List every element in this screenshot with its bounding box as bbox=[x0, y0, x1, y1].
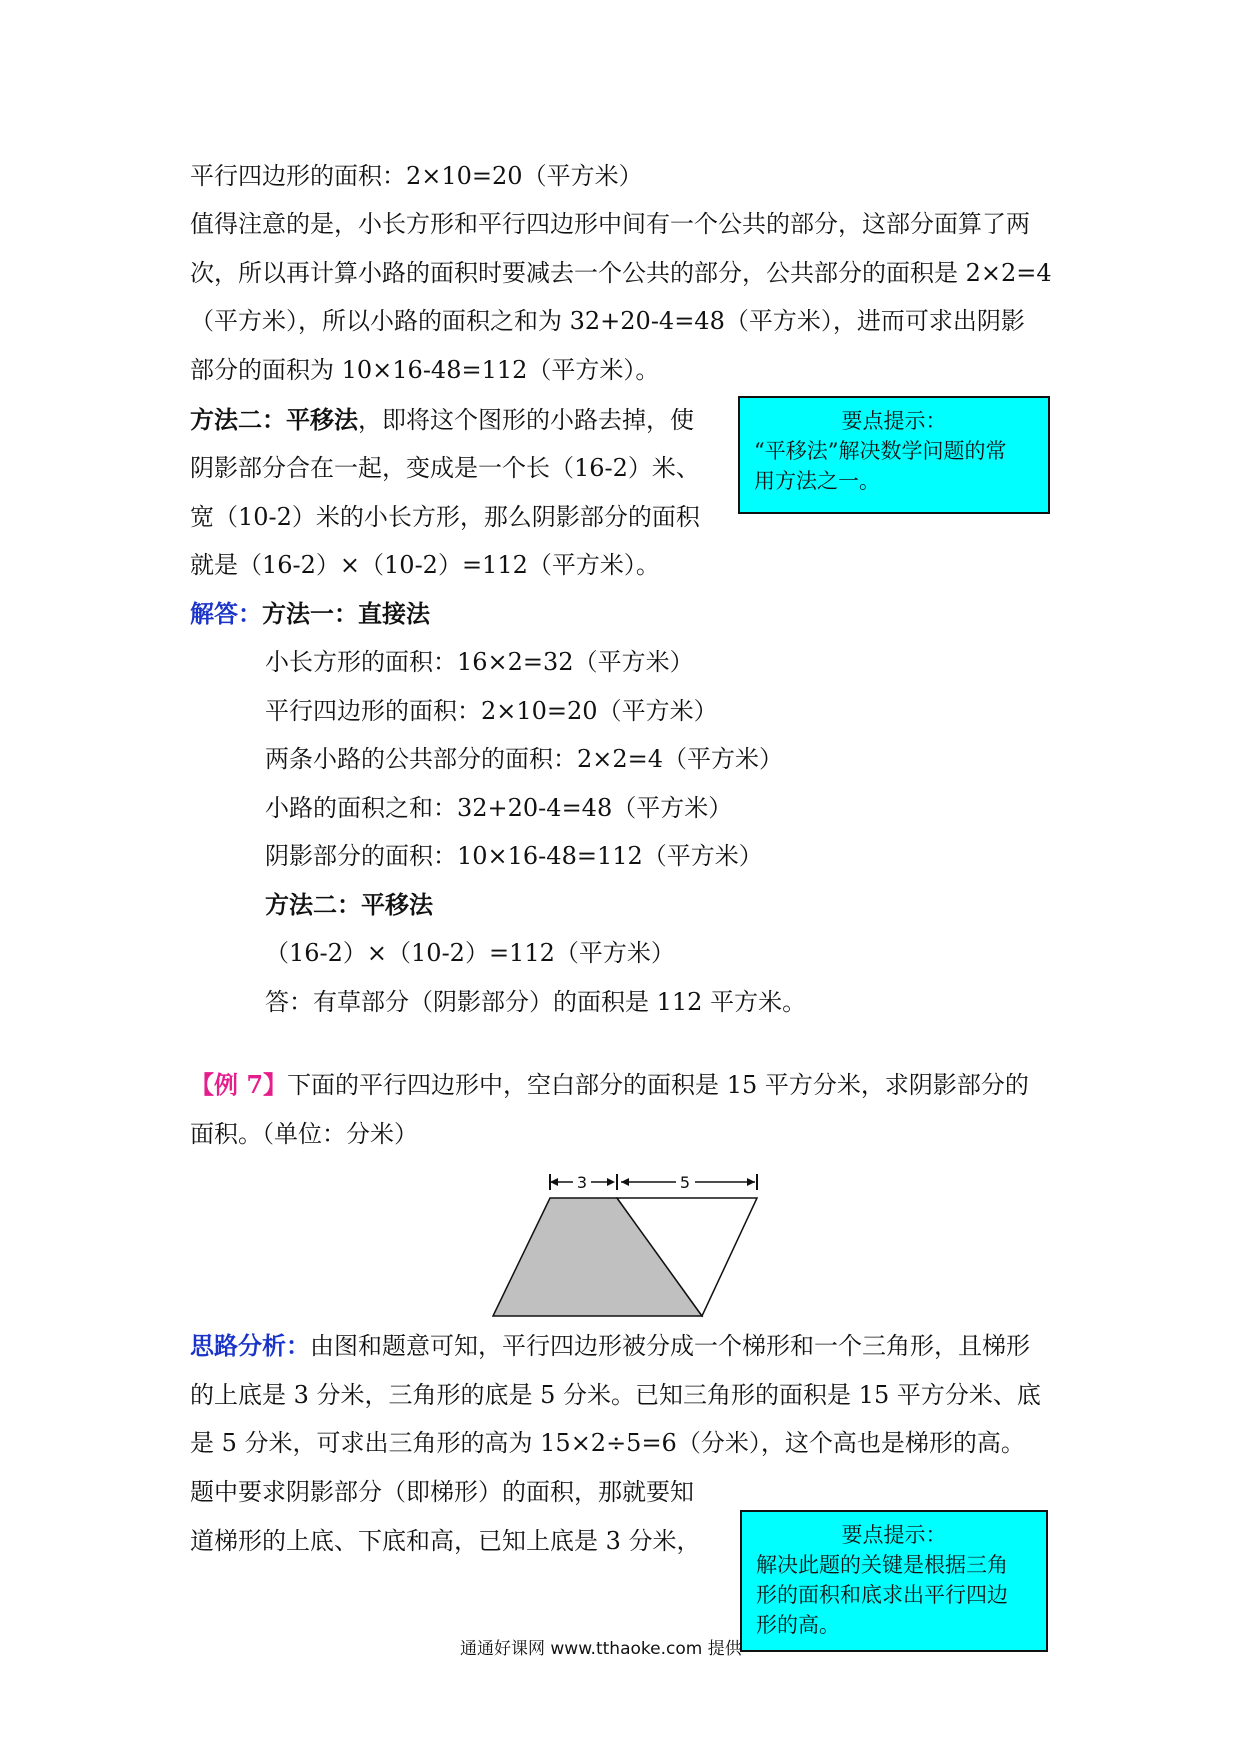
text-line: 值得注意的是，小长方形和平行四边形中间有一个公共的部分，这部分面算了两 bbox=[190, 210, 1030, 238]
text-line: （平方米），所以小路的面积之和为 32+20-4=48（平方米），进而可求出阴影 bbox=[190, 307, 1025, 335]
analysis-line: 题中要求阴影部分（即梯形）的面积，那就要知 bbox=[190, 1478, 694, 1506]
tip-title: 要点提示： bbox=[841, 1523, 947, 1547]
example-line: 面积。（单位：分米） bbox=[190, 1120, 418, 1148]
tip-text: “平移法”解决数学问题的常 bbox=[754, 439, 1007, 463]
analysis-text: 由图和题意可知，平行四边形被分成一个梯形和一个三角形，且梯形 bbox=[310, 1332, 1030, 1360]
method1-label: 方法一：直接法 bbox=[262, 599, 430, 628]
arrow-icon bbox=[621, 1178, 629, 1186]
example-label: 【例 7】 bbox=[190, 1070, 288, 1099]
example-text: 下面的平行四边形中，空白部分的面积是 15 平方分米，求阴影部分的 bbox=[287, 1071, 1029, 1099]
answer-step: 两条小路的公共部分的面积：2×2=4（平方米） bbox=[265, 745, 784, 773]
answer-step: （16-2）×（10-2）=112（平方米） bbox=[265, 939, 675, 967]
answer-label: 解答： bbox=[190, 599, 262, 628]
arrow-icon bbox=[747, 1178, 755, 1186]
arrow-icon bbox=[607, 1178, 615, 1186]
method2-line: 就是（16-2）×（10-2）=112（平方米）。 bbox=[190, 551, 660, 579]
tip-box bbox=[740, 1510, 1048, 1652]
tip-text: 形的高。 bbox=[756, 1613, 840, 1637]
tip-text: 形的面积和底求出平行四边 bbox=[756, 1583, 1008, 1607]
answer-heading bbox=[190, 598, 430, 630]
page-footer: 通通好课网 www.tthaoke.com 提供 bbox=[460, 1639, 742, 1659]
analysis-line bbox=[190, 1330, 1030, 1362]
answer-step: 平行四边形的面积：2×10=20（平方米） bbox=[265, 697, 718, 725]
analysis-line: 是 5 分米，可求出三角形的高为 15×2÷5=6（分米），这个高也是梯形的高。 bbox=[190, 1429, 1025, 1457]
text-line: 次，所以再计算小路的面积时要减去一个公共的部分，公共部分的面积是 2×2=4 bbox=[190, 259, 1052, 287]
text-line: 平行四边形的面积：2×10=20（平方米） bbox=[190, 162, 643, 190]
answer-step: 小路的面积之和：32+20-4=48（平方米） bbox=[265, 794, 733, 822]
parallelogram-figure bbox=[485, 1168, 765, 1320]
tip-title: 要点提示： bbox=[841, 409, 947, 433]
method2-label: 方法二：平移法 bbox=[190, 405, 358, 434]
analysis-line: 的上底是 3 分米，三角形的底是 5 分米。已知三角形的面积是 15 平方分米、底 bbox=[190, 1381, 1041, 1409]
method2-line bbox=[190, 404, 694, 436]
text-line: 部分的面积为 10×16-48=112（平方米）。 bbox=[190, 356, 660, 384]
example-line bbox=[190, 1069, 1029, 1101]
dimension-label-5: 5 bbox=[679, 1173, 691, 1192]
analysis-line: 道梯形的上底、下底和高，已知上底是 3 分米， bbox=[190, 1527, 701, 1555]
tip-box bbox=[738, 396, 1050, 514]
analysis-label: 思路分析： bbox=[190, 1331, 310, 1360]
method2-answer-label: 方法二：平移法 bbox=[265, 890, 433, 919]
tip-text: 解决此题的关键是根据三角 bbox=[756, 1553, 1008, 1577]
method2-line: 阴影部分合在一起，变成是一个长（16-2）米、 bbox=[190, 454, 700, 482]
answer-final: 答：有草部分（阴影部分）的面积是 112 平方米。 bbox=[265, 988, 807, 1016]
tip-text: 用方法之一。 bbox=[754, 469, 880, 493]
method2-text: ，即将这个图形的小路去掉，使 bbox=[358, 406, 694, 434]
arrow-icon bbox=[550, 1178, 558, 1186]
answer-step: 小长方形的面积：16×2=32（平方米） bbox=[265, 648, 694, 676]
answer-step: 阴影部分的面积：10×16-48=112（平方米） bbox=[265, 842, 763, 870]
method2-line: 宽（10-2）米的小长方形，那么阴影部分的面积 bbox=[190, 503, 700, 531]
dimension-label-3: 3 bbox=[576, 1173, 588, 1192]
